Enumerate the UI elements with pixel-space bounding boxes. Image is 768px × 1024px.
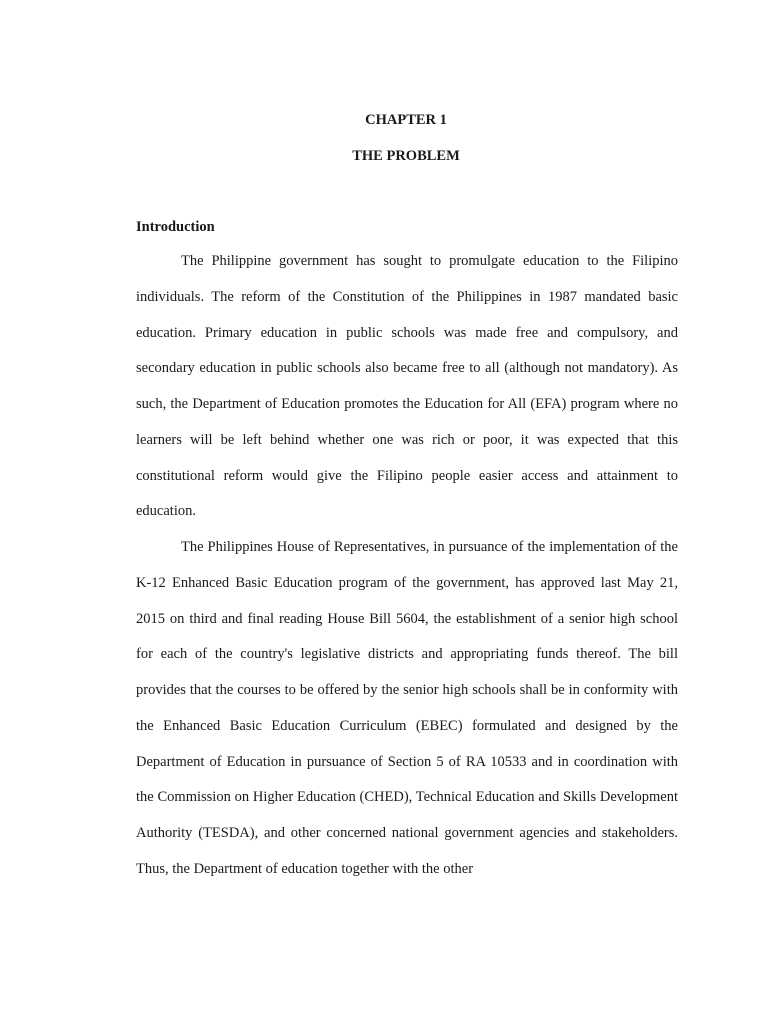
paragraph-text: The Philippines House of Representatives, in pursuance of the implementation of the K-12 Enhanced Basic Education program of the government, has approved last May 21, 2015 on third and final reading House Bill 5604, the establishment of a senior high school for each of the country's legislative districts and appropriating funds thereof. The bill provides that the courses to be offered by the senior high schools shall be in conformity with the Enhanced Basic Education Curriculum (EBEC) formulated and designed by the Department of Education in pursuance of Section 5 of RA 10533 and in coordination with the Commission on Higher Education (CHED), Technical Education and Skills Development Authority (TESDA), and other concerned national government agencies and stakeholders. Thus, the Department of education together with the other bbox=[136, 539, 678, 877]
chapter-title: THE PROBLEM bbox=[352, 148, 460, 164]
paragraph-text: The Philippine government has sought to promulgate education to the Filipino individuals. The reform of the Constitution of the Philippines in 1987 mandated basic education. Primary education in public schools was made free and compulsory, and secondary education in public schools also became free to all (although not mandatory). As such, the Department of Education promotes the Education for All (EFA) program where no learners will be left behind whether one was rich or poor, it was expected that this constitutional reform would give the Filipino people easier access and attainment to education. bbox=[136, 253, 678, 520]
paragraph bbox=[136, 244, 678, 530]
section-heading: Introduction bbox=[136, 219, 215, 235]
paragraph bbox=[136, 530, 678, 888]
chapter-number: CHAPTER 1 bbox=[365, 112, 447, 128]
